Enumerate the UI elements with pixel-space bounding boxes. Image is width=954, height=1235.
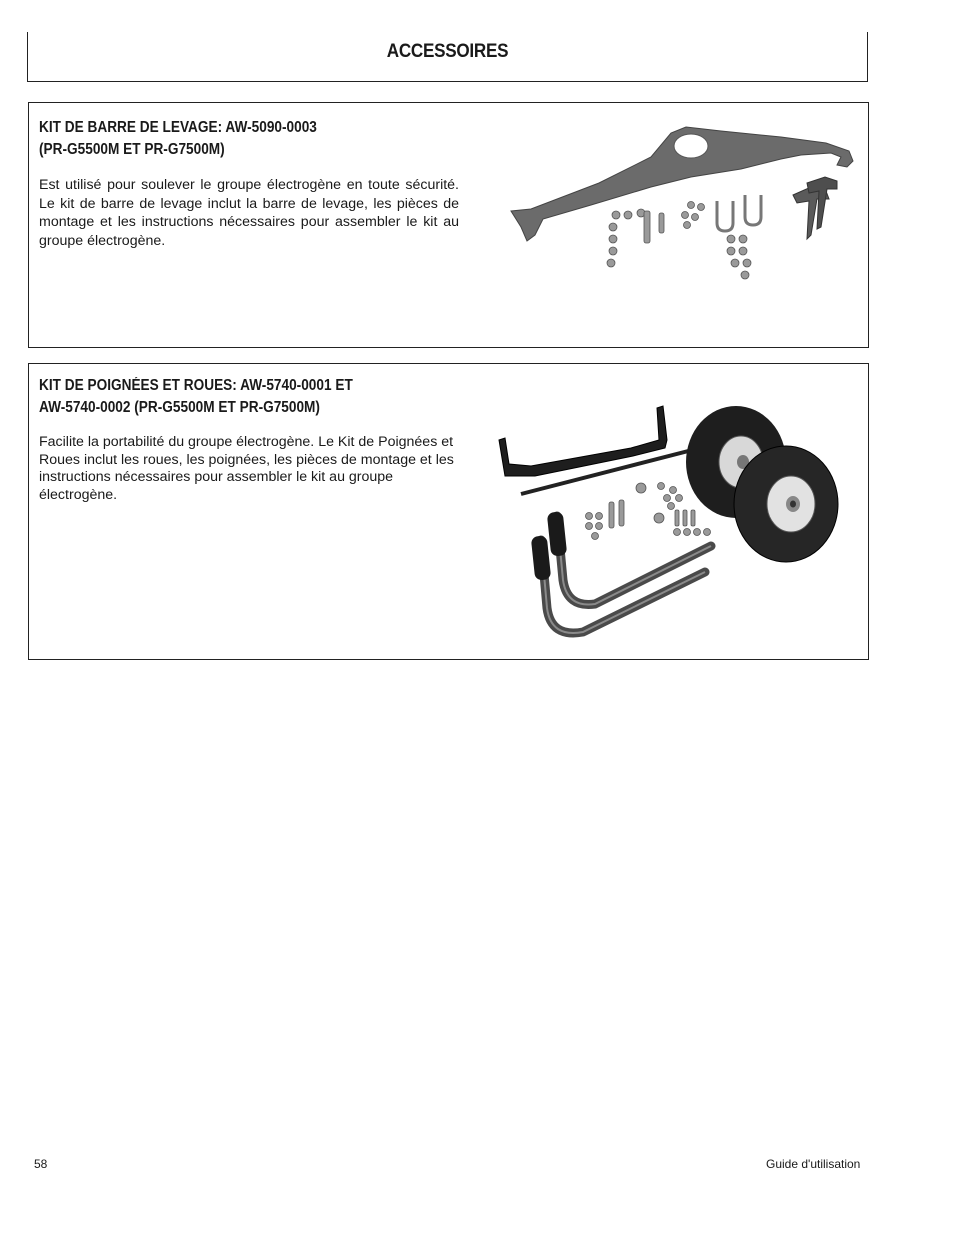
lifting-bar-kit-photo — [481, 115, 861, 290]
section-title — [39, 375, 353, 419]
handle-wheel-kit-section — [28, 363, 869, 660]
handle-wheel-kit-photo — [491, 382, 861, 647]
section-title-line: (PR-G5500M ET PR-G7500M) — [39, 141, 225, 158]
section-title — [39, 117, 317, 161]
section-title-line: KIT DE POIGNÉES ET ROUES: AW-5740-0001 ET — [39, 377, 353, 394]
section-description: Est utilisé pour soulever le groupe électrogène en toute sécurité. Le kit de barre de levage inclut la barre de levage, les pièces de montage et les instructions nécessaires pour assembler le kit au groupe électrogène. — [39, 177, 459, 249]
page-header — [27, 32, 868, 82]
lifting-bar-kit-section — [28, 102, 869, 348]
page-number: 58 — [34, 1157, 48, 1171]
page-title: ACCESSOIRES — [386, 41, 509, 62]
section-title-line: KIT DE BARRE DE LEVAGE: AW-5090-0003 — [39, 119, 317, 136]
footer-guide-label: Guide d'utilisation — [766, 1157, 861, 1171]
section-description: Facilite la portabilité du groupe électrogène. Le Kit de Poignées et Roues inclut les roues, les poignées, les pièces de montage et les instructions nécessaires pour assembler le kit au groupe électrogène. — [39, 434, 454, 503]
section-title-line: AW-5740-0002 (PR-G5500M ET PR-G7500M) — [39, 399, 320, 416]
